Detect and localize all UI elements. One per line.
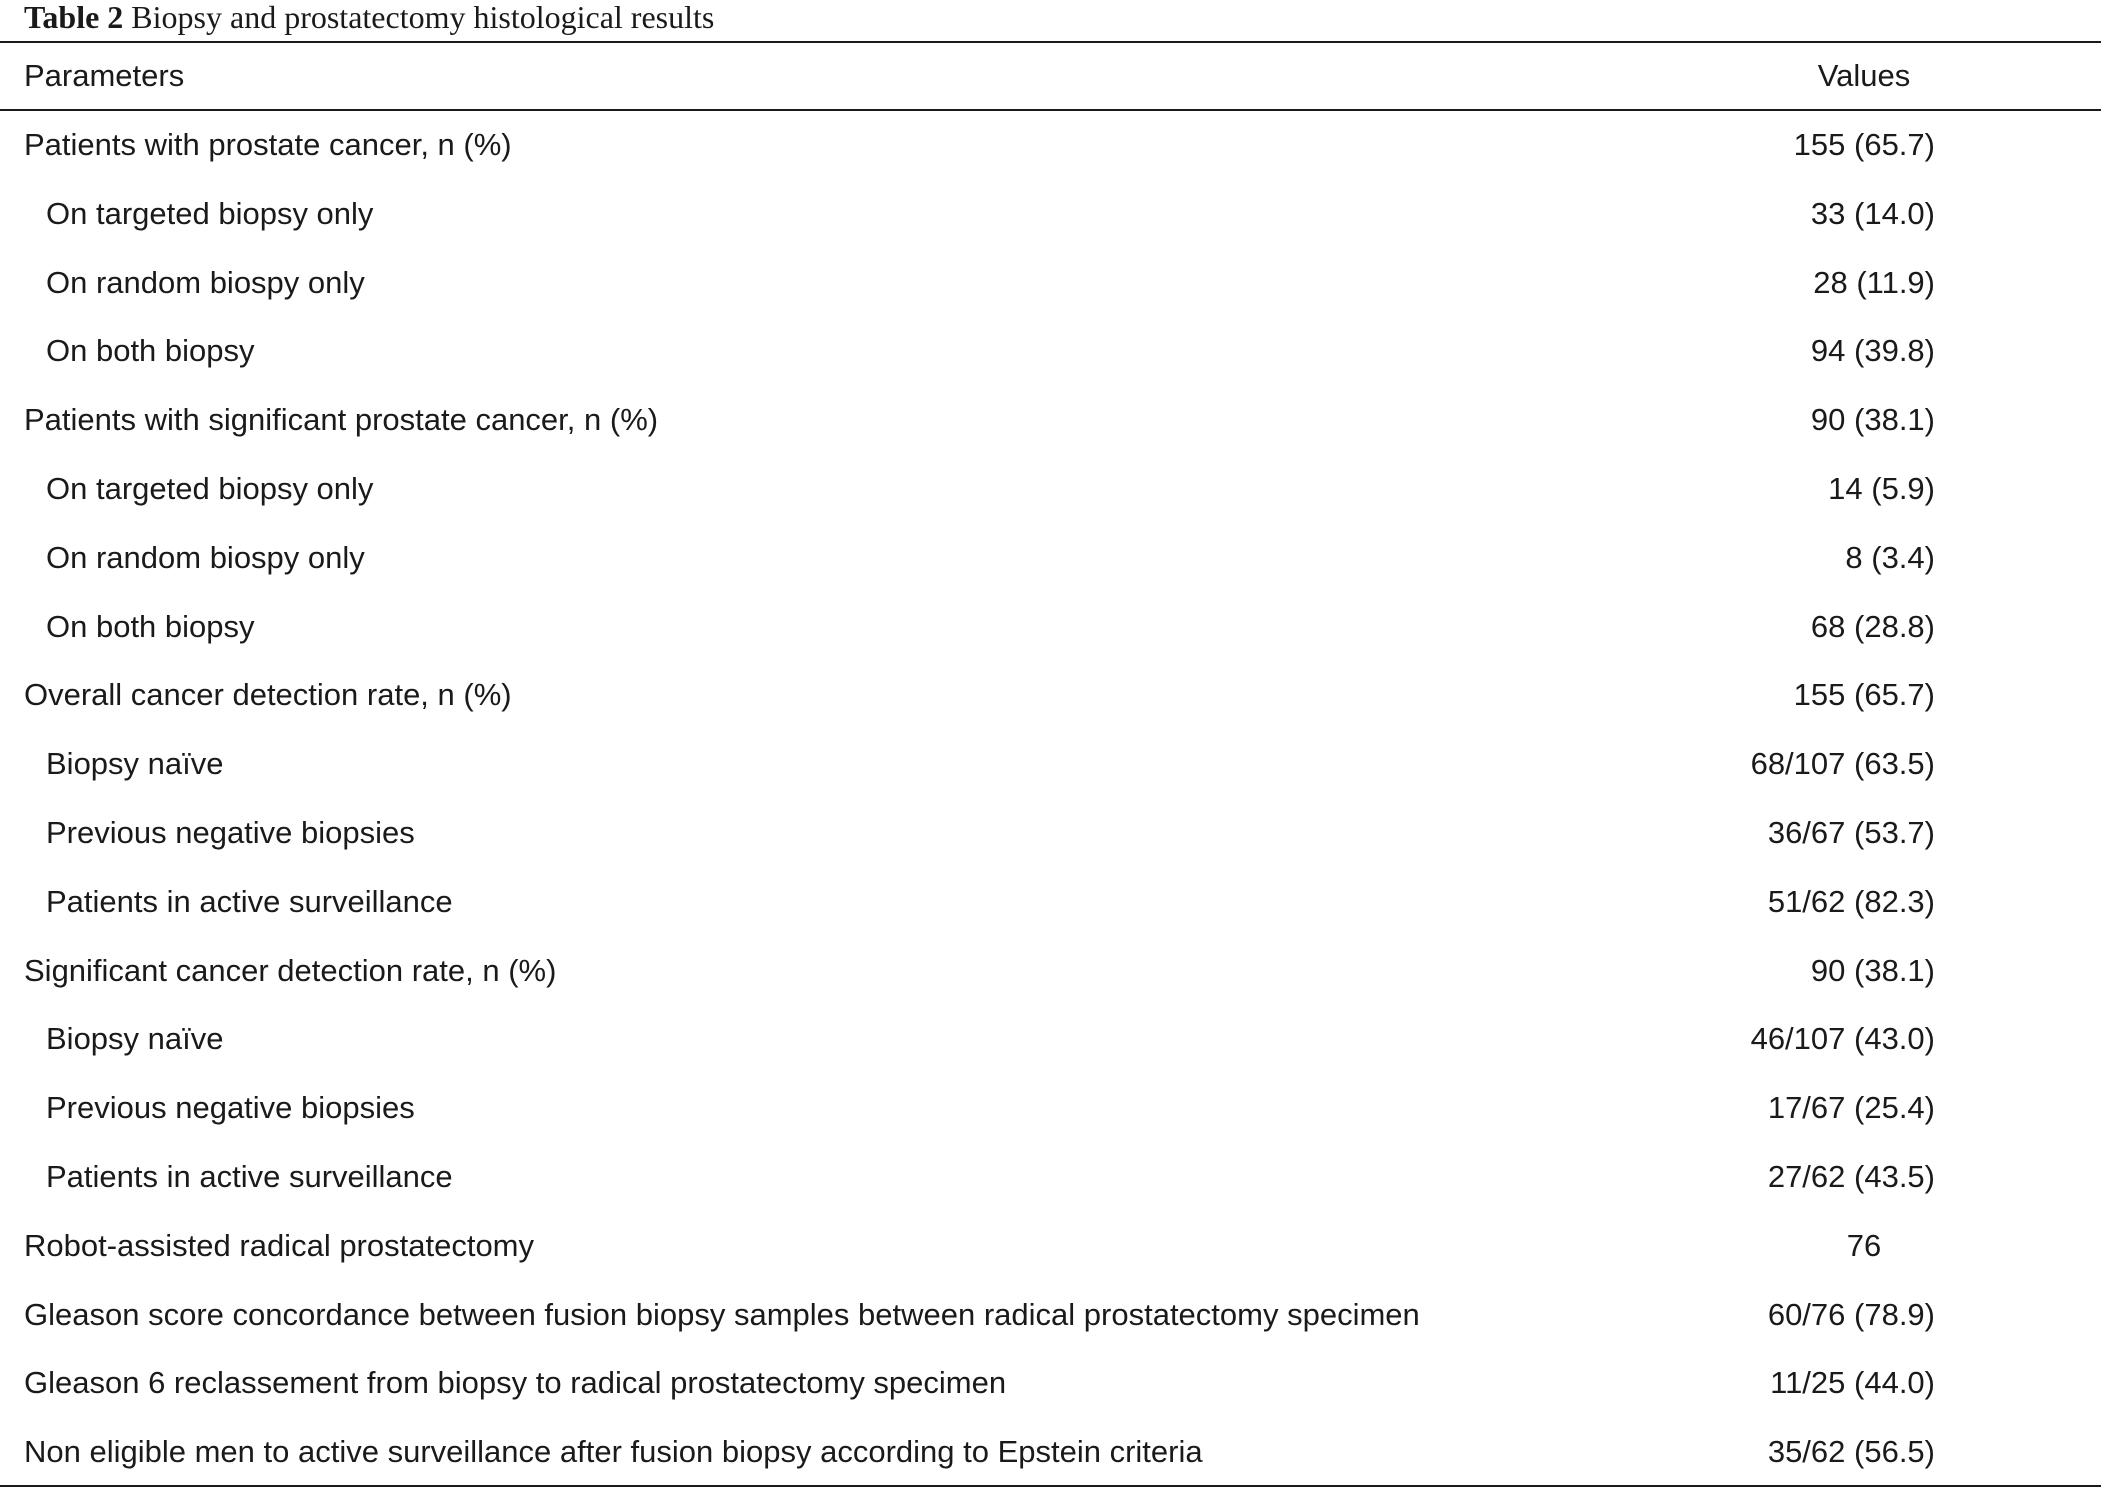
table-row <box>0 661 2101 730</box>
row-parameter: Robot-assisted radical prostatectomy <box>24 1227 535 1263</box>
table-row <box>0 593 2101 662</box>
table-label: Table 2 <box>24 0 124 35</box>
table-header <box>0 43 2101 109</box>
row-parameter: On targeted biopsy only <box>46 195 374 231</box>
row-value: 11/25 (44.0) <box>1770 1365 1935 1401</box>
table-row <box>0 180 2101 249</box>
row-parameter: Previous negative biopsies <box>46 814 415 850</box>
row-value: 68 (28.8) <box>1810 608 1935 644</box>
row-value: 155 (65.7) <box>1793 127 1935 162</box>
table-row <box>0 386 2101 455</box>
table-title: Biopsy and prostatectomy histological results <box>131 0 715 35</box>
row-parameter: Patients with significant prostate cancer, n (%) <box>24 402 659 438</box>
row-value: 94 (39.8) <box>1810 333 1935 369</box>
row-parameter: Patients in active surveillance <box>46 883 453 919</box>
row-value: 14 (5.9) <box>1828 470 1935 506</box>
row-value: 51/62 (82.3) <box>1767 883 1935 919</box>
table-row <box>0 937 2101 1006</box>
row-value: 36/67 (53.7) <box>1767 814 1935 850</box>
row-parameter: Biopsy naïve <box>46 1021 224 1057</box>
table-row <box>0 1143 2101 1212</box>
table-row <box>0 730 2101 799</box>
row-parameter: On both biopsy <box>46 333 255 369</box>
row-parameter: Previous negative biopsies <box>46 1090 415 1126</box>
row-parameter: Biopsy naïve <box>46 746 224 782</box>
row-value: 90 (38.1) <box>1810 952 1935 988</box>
table-row <box>0 317 2101 386</box>
row-value: 68/107 (63.5) <box>1750 746 1935 782</box>
row-value: 33 (14.0) <box>1810 195 1935 231</box>
row-value: 17/67 (25.4) <box>1767 1090 1935 1126</box>
row-parameter: Patients with prostate cancer, n (%) <box>24 127 512 162</box>
table-row <box>0 1074 2101 1143</box>
table-row <box>0 111 2101 180</box>
row-value: 46/107 (43.0) <box>1750 1021 1935 1057</box>
row-parameter: Overall cancer detection rate, n (%) <box>24 677 512 713</box>
row-parameter: Significant cancer detection rate, n (%) <box>24 952 557 988</box>
bottom-rule <box>0 1485 2101 1487</box>
row-value: 35/62 (56.5) <box>1767 1434 1935 1470</box>
row-parameter: Gleason 6 reclassement from biopsy to radical prostatectomy specimen <box>24 1365 1007 1401</box>
header-values: Values <box>1817 58 1911 93</box>
row-value: 90 (38.1) <box>1810 402 1935 438</box>
row-value: 27/62 (43.5) <box>1767 1158 1935 1194</box>
table-row <box>0 1418 2101 1487</box>
table-row <box>0 455 2101 524</box>
row-value: 155 (65.7) <box>1793 677 1935 713</box>
row-parameter: On both biopsy <box>46 608 255 644</box>
table-row <box>0 1212 2101 1281</box>
row-value: 76 <box>1846 1227 1882 1263</box>
header-parameters: Parameters <box>24 58 185 93</box>
table-caption <box>24 0 714 36</box>
row-parameter: Gleason score concordance between fusion biopsy samples between radical prostatectomy specimen <box>24 1296 1420 1332</box>
table-row <box>0 1281 2101 1350</box>
row-parameter: On random biospy only <box>46 539 365 575</box>
row-parameter: Non eligible men to active surveillance after fusion biopsy according to Epstein criteria <box>24 1434 1203 1470</box>
row-value: 60/76 (78.9) <box>1767 1296 1935 1332</box>
table-row <box>0 799 2101 868</box>
row-parameter: Patients in active surveillance <box>46 1158 453 1194</box>
row-value: 8 (3.4) <box>1845 539 1935 575</box>
table-row <box>0 868 2101 937</box>
table-row <box>0 524 2101 593</box>
row-value: 28 (11.9) <box>1813 264 1935 300</box>
row-parameter: On random biospy only <box>46 264 365 300</box>
table-row <box>0 1005 2101 1074</box>
table-row <box>0 249 2101 318</box>
table-row <box>0 1349 2101 1418</box>
table-body <box>0 111 2101 1487</box>
row-parameter: On targeted biopsy only <box>46 470 374 506</box>
